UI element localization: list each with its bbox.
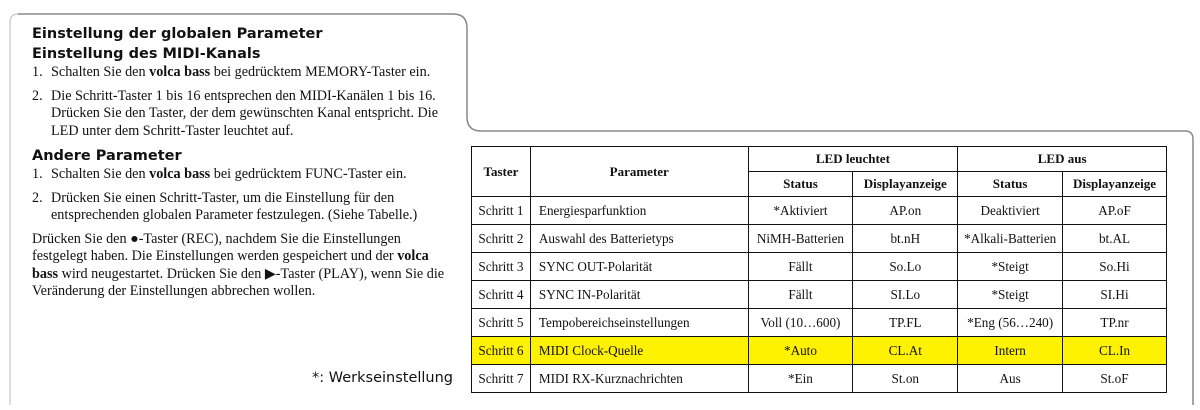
list-item [32, 166, 452, 184]
display-on-cell: CL.At [853, 337, 958, 365]
status-off-cell: Deaktiviert [958, 197, 1063, 225]
text-run: Schalten Sie den [51, 166, 150, 182]
header-led-on: LED leuchtet [748, 147, 958, 172]
other-steps-list [32, 166, 452, 225]
status-off-cell: *Steigt [958, 281, 1063, 309]
text-run: -Taster (REC), nachdem Sie die Einstellungen festgelegt haben. Die Einstellungen werden gespeichert und der [32, 230, 401, 264]
table-row [472, 253, 1167, 281]
parameter-cell: Auswahl des Batterietyps [530, 225, 748, 253]
header-status-on: Status [748, 172, 853, 197]
status-on-cell: *Aktiviert [748, 197, 853, 225]
taster-cell: Schritt 5 [472, 309, 531, 337]
status-on-cell: Fällt [748, 253, 853, 281]
product-name: volca bass [149, 166, 211, 182]
list-item [32, 64, 452, 82]
text-run: Drücken Sie einen Schritt-Taster, um die Einstellung für den entsprechenden globalen Parameter festzulegen. (Siehe Tabelle.) [51, 189, 418, 223]
header-taster: Taster [472, 147, 531, 197]
midi-heading: Einstellung des MIDI-Kanals [32, 46, 261, 62]
table-row [472, 337, 1167, 365]
step-number: 2. [32, 87, 43, 104]
status-off-cell: *Eng (56…240) [958, 309, 1063, 337]
other-heading: Andere Parameter [32, 148, 182, 164]
status-on-cell: Voll (10…600) [748, 309, 853, 337]
display-off-cell: TP.nr [1063, 309, 1167, 337]
header-parameter: Parameter [530, 147, 748, 197]
status-on-cell: *Auto [748, 337, 853, 365]
taster-cell: Schritt 1 [472, 197, 531, 225]
table-row [472, 309, 1167, 337]
step-number: 1. [32, 166, 43, 182]
text-run: -Taster (PLAY), wenn Sie die Veränderung der Einstellungen abbrechen wollen. [32, 265, 445, 299]
parameter-cell: Energiesparfunktion [530, 197, 748, 225]
header-status-off: Status [958, 172, 1063, 197]
taster-cell: Schritt 4 [472, 281, 531, 309]
display-off-cell: bt.AL [1063, 225, 1167, 253]
display-off-cell: St.oF [1063, 365, 1167, 393]
text-run: Schalten Sie den [51, 64, 150, 80]
header-display-on: Displayanzeige [853, 172, 958, 197]
display-off-cell: AP.oF [1063, 197, 1167, 225]
step-number: 1. [32, 64, 43, 80]
status-off-cell: *Steigt [958, 253, 1063, 281]
display-on-cell: St.on [853, 365, 958, 393]
product-name: volca bass [149, 64, 211, 80]
parameter-cell: Tempobereichseinstellungen [530, 309, 748, 337]
text-run: wird neugestartet. Drücken Sie den [58, 265, 265, 282]
status-on-cell: NiMH-Batterien [748, 225, 853, 253]
text-run: Die Schritt-Taster 1 bis 16 entsprechen den MIDI-Kanälen 1 bis 16. Drücken Sie den Taster, der dem gewünschten Kanal entspricht. Die LED unter dem Schritt-Taster leuchtet auf. [51, 87, 439, 139]
global-parameters-table [471, 146, 1167, 393]
header-display-off: Displayanzeige [1063, 172, 1167, 197]
display-on-cell: AP.on [853, 197, 958, 225]
taster-cell: Schritt 7 [472, 365, 531, 393]
table-row [472, 225, 1167, 253]
display-on-cell: So.Lo [853, 253, 958, 281]
text-run: ▶ [264, 265, 276, 282]
midi-steps-list [32, 64, 452, 140]
table-row [472, 281, 1167, 309]
parameter-cell: MIDI Clock-Quelle [530, 337, 748, 365]
parameter-cell: MIDI RX-Kurznachrichten [530, 365, 748, 393]
display-off-cell: So.Hi [1063, 253, 1167, 281]
step-number: 2. [32, 189, 43, 206]
text-run: bei gedrücktem FUNC-Taster ein. [210, 166, 407, 182]
display-off-cell: CL.In [1063, 337, 1167, 365]
table-row [472, 197, 1167, 225]
parameter-cell: SYNC OUT-Polarität [530, 253, 748, 281]
text-run: bei gedrücktem MEMORY-Taster ein. [210, 64, 431, 80]
list-item [32, 88, 452, 141]
status-off-cell: *Alkali-Batterien [958, 225, 1063, 253]
status-off-cell: Intern [958, 337, 1063, 365]
text-run: Drücken Sie den [32, 230, 131, 247]
display-on-cell: SI.Lo [853, 281, 958, 309]
parameter-cell: SYNC IN-Polarität [530, 281, 748, 309]
taster-cell: Schritt 6 [472, 337, 531, 365]
product-name: volca bass [32, 248, 429, 282]
list-item [32, 190, 452, 225]
table-body [472, 197, 1167, 393]
text-run: ● [130, 230, 139, 247]
taster-cell: Schritt 2 [472, 225, 531, 253]
display-on-cell: bt.nH [853, 225, 958, 253]
instructions-column [32, 24, 452, 301]
main-heading: Einstellung der globalen Parameter [32, 26, 323, 42]
status-off-cell: Aus [958, 365, 1063, 393]
table-row [472, 365, 1167, 393]
factory-setting-note: *: Werkseinstellung [312, 370, 454, 386]
status-on-cell: Fällt [748, 281, 853, 309]
display-off-cell: SI.Hi [1063, 281, 1167, 309]
taster-cell: Schritt 3 [472, 253, 531, 281]
closing-paragraph [32, 231, 452, 301]
display-on-cell: TP.FL [853, 309, 958, 337]
status-on-cell: *Ein [748, 365, 853, 393]
header-led-off: LED aus [958, 147, 1167, 172]
